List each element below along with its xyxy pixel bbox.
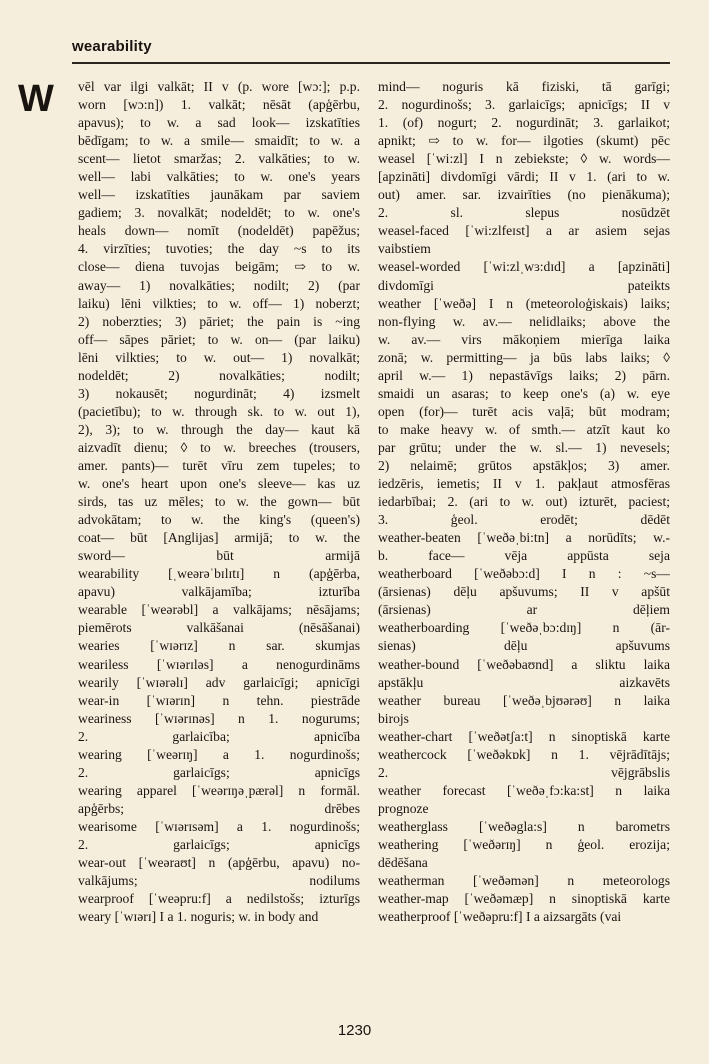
dictionary-line: b. face— vēja appūsta seja [378, 548, 670, 564]
dictionary-line: april w.— 1) nepastāvīgs laiks; 2) pārn. [378, 367, 670, 383]
dictionary-line: apavu) valkājamība; izturība [78, 584, 360, 600]
dictionary-line: weatherman [ˈweðəmən] n meteorologs [378, 873, 670, 889]
dictionary-line: wearily [ˈwɪərəlɪ] adv garlaicīgi; apnicīgi [78, 674, 360, 690]
dictionary-line: wearing [ˈweərɪŋ] a 1. nogurdinošs; [78, 746, 360, 762]
dictionary-line: weasel-faced [ˈwi:zlfeɪst] a ar asiem sejas [378, 223, 670, 239]
dictionary-line: [apzināti] divdomīgi vārdi; II v 1. (ari to w. [378, 169, 670, 185]
dictionary-line: heals down— nomīt (nodeldēt) papēžus; [78, 223, 360, 239]
dictionary-line: wearable [ˈweərəbl] a valkājams; nēsājams; [78, 602, 360, 618]
dictionary-line: apstākļu aizkavēts [378, 674, 670, 690]
dictionary-line: piemērots valkāšanai (nēsāšanai) [78, 620, 360, 636]
dictionary-line: non-flying w. av.— nelidlaiks; above the [378, 313, 670, 329]
dictionary-line: sirds, tas uz mēles; to w. the gown— būt [78, 494, 360, 510]
dictionary-line: (ārsienas) dēļu apšuvums; II v apšūt [378, 584, 670, 600]
dictionary-line: valkājums; nodilums [78, 873, 360, 889]
dictionary-line: iedzēris, iemetis; II v 1. pakļaut atmosfēras [378, 476, 670, 492]
dictionary-line: 1. (of) nogurt; 2. nogurdināt; 3. garlaikot; [378, 115, 670, 131]
dictionary-line: aizvadīt dienu; ◊ to w. breeches (trousers, [78, 439, 360, 455]
dictionary-line: scent— lietot smaržas; 2. valkāties; to w. [78, 151, 360, 167]
dictionary-line: smaidi un asaras; to keep one's (a) w. eye [378, 385, 670, 401]
dictionary-line: laiku) lēni vilkties; to w. off— 1) noberzt; [78, 295, 360, 311]
dictionary-line: divdomīgi pateikts [378, 277, 670, 293]
dictionary-line: 2. garlaicīgs; apnicīgs [78, 764, 360, 780]
dictionary-line: vēl var ilgi valkāt; II v (p. wore [wɔ:]; p.p. [78, 79, 360, 94]
dictionary-line: off— sāpes pāriet; to w. on— (par laiku) [78, 331, 360, 347]
dictionary-line: mind— noguris kā fiziski, tā garīgi; [378, 79, 670, 94]
dictionary-line: weather-bound [ˈweðəbaʊnd] a sliktu laika [378, 656, 670, 672]
dictionary-line: 2. garlaicība; apnicība [78, 728, 360, 744]
dictionary-line: iedarbībai; 2. (ari to w. out) izturēt, paciest; [378, 494, 670, 510]
dictionary-line: 4. virzīties; tuvoties; the day ~s to its [78, 241, 360, 257]
dictionary-line: sienas) dēļu apšuvums [378, 638, 670, 654]
dictionary-line: well— izskatīties jaunākam par saviem [78, 187, 360, 203]
dictionary-line: 2. vējgrābslis [378, 764, 670, 780]
dictionary-line: zonā; w. permitting— ja būs labs laiks; ◊ [378, 349, 670, 365]
dictionary-line: w. av.— virs mākoņiem mierīga laika [378, 331, 670, 347]
dictionary-line: weasel [ˈwi:zl] I n zebiekste; ◊ w. words— [378, 151, 670, 167]
dictionary-line: apģērbs; drēbes [78, 800, 360, 816]
dictionary-line: weatherproof [ˈweðəpru:f] I a aizsargāts (vai [378, 909, 622, 925]
dictionary-line: weatherboard [ˈweðəbɔ:d] I n : ~s— [378, 566, 670, 582]
dictionary-line: away— 1) novalkāties; nodilt; 2) (par [78, 277, 360, 293]
dictionary-line: out) amer. sar. izvairīties (no pienākuma); [378, 187, 670, 203]
dictionary-line: (pacietību); to w. through sk. to w. out 1), [78, 403, 360, 419]
dictionary-line: wearproof [ˈweəpru:f] a nedilstošs; izturīgs [78, 891, 360, 907]
section-letter: W [18, 78, 54, 120]
left-column [78, 78, 360, 926]
dictionary-line: weatherglass [ˈweðəgla:s] n barometrs [378, 818, 670, 834]
dictionary-line: well— labi valkāties; to w. one's years [78, 169, 360, 185]
right-column [378, 78, 670, 926]
dictionary-line: lēni vilkties; to w. out— 1) novalkāt; [78, 349, 360, 365]
dictionary-line: weathercock [ˈweðəkɒk] n 1. vējrādītājs; [378, 746, 670, 762]
dictionary-line: weatherboarding [ˈweðəˌbɔ:dɪŋ] n (ār- [378, 620, 670, 636]
running-head: wearability [72, 38, 152, 55]
dictionary-line: 2), 3); to w. through the day— kaut kā [78, 421, 360, 437]
dictionary-line: weariless [ˈwɪərɪləs] a nenogurdināms [78, 656, 360, 672]
dictionary-line: weather [ˈweðə] I n (meteoroloģiskais) laiks; [378, 295, 670, 311]
dictionary-line: (ārsienas) ar dēļiem [378, 602, 670, 618]
dictionary-line: weather-beaten [ˈweðəˌbi:tn] a norūdīts; w.- [378, 530, 670, 546]
dictionary-line: wear-out [ˈweəraʊt] n (apģērbu, apavu) no- [78, 855, 360, 871]
dictionary-line: worn [wɔ:n]) 1. valkāt; nēsāt (apģērbu, [78, 97, 360, 113]
header-rule [72, 62, 670, 64]
dictionary-line: sword— būt armijā [78, 548, 360, 564]
dictionary-line: wearing apparel [ˈweərɪŋəˌpærəl] n formāl. [78, 782, 360, 798]
dictionary-line: weather bureau [ˈweðəˌbjʊərəʊ] n laika [378, 692, 670, 708]
dictionary-line: par grūtu; under the w. sl.— 1) nevesels; [378, 439, 670, 455]
dictionary-line: nodeldēt; 2) novalkāties; nodilt; [78, 367, 360, 383]
dictionary-line: coat— būt [Anglijas] armijā; to w. the [78, 530, 360, 546]
dictionary-line: wearies [ˈwɪərɪz] n sar. skumjas [78, 638, 360, 654]
dictionary-line: weather forecast [ˈweðəˌfɔ:ka:st] n laika [378, 782, 670, 798]
dictionary-line: 2. garlaicīgs; apnicīgs [78, 836, 360, 852]
dictionary-line: w. one's heart upon one's sleeve— kas uz [78, 476, 360, 492]
dictionary-line: 2. sl. slepus nosūdzēt [378, 205, 670, 221]
dictionary-line: weariness [ˈwɪərɪnəs] n 1. nogurums; [78, 710, 360, 726]
dictionary-line: gadiem; 3. novalkāt; nodeldēt; to w. one's [78, 205, 360, 221]
dictionary-line: 2. nogurdinošs; 3. garlaicīgs; apnicīgs; II v [378, 97, 670, 113]
dictionary-line: prognoze [378, 800, 429, 816]
dictionary-line: weather-chart [ˈweðətʃa:t] n sinoptiskā karte [378, 728, 670, 744]
dictionary-line: weather-map [ˈweðəmæp] n sinoptiskā karte [378, 891, 670, 907]
page-number: 1230 [337, 1022, 372, 1039]
dictionary-line: weary [ˈwɪərɪ] I a 1. noguris; w. in body and [78, 909, 319, 925]
dictionary-line: vaibstiem [378, 241, 431, 257]
dictionary-line: dēdēšana [378, 855, 428, 871]
dictionary-line: advokātam; to w. the king's (queen's) [78, 512, 360, 528]
dictionary-line: close— diena tuvojas beigām; ⇨ to w. [78, 259, 360, 275]
dictionary-line: 3. ģeol. erodēt; dēdēt [378, 512, 670, 528]
dictionary-line: 2) noberzties; 3) pāriet; the pain is ~ing [78, 313, 360, 329]
dictionary-line: open (for)— turēt acis vaļā; būt modram; [378, 403, 670, 419]
dictionary-line: to make heavy w. of smth.— atzīt kaut ko [378, 421, 670, 437]
dictionary-line: apnikt; ⇨ to w. for— ilgoties (skumt) pēc [378, 133, 670, 149]
dictionary-line: wear-in [ˈwɪərɪn] n tehn. piestrāde [78, 692, 360, 708]
dictionary-line: weasel-worded [ˈwi:zlˌwɜ:dɪd] a [apzināti] [378, 259, 670, 275]
dictionary-line: 3) nokausēt; nogurdināt; 4) izsmelt [78, 385, 360, 401]
dictionary-line: 2) nelaimē; grūtos apstākļos; 3) amer. [378, 457, 670, 473]
dictionary-line: bēdīgam; to w. a smile— smaidīt; to w. a [78, 133, 360, 149]
dictionary-line: birojs [378, 710, 409, 726]
dictionary-line: wearisome [ˈwɪərɪsəm] a 1. nogurdinošs; [78, 818, 360, 834]
dictionary-line: wearability [ˌweərəˈbɪlɪtɪ] n (apģērba, [78, 566, 360, 582]
dictionary-line: amer. pants)— turēt vīru zem tupeles; to [78, 457, 360, 473]
dictionary-line: weathering [ˈweðərɪŋ] n ģeol. erozija; [378, 836, 670, 852]
dictionary-line: apavus); to w. a sad look— izskatīties [78, 115, 360, 131]
